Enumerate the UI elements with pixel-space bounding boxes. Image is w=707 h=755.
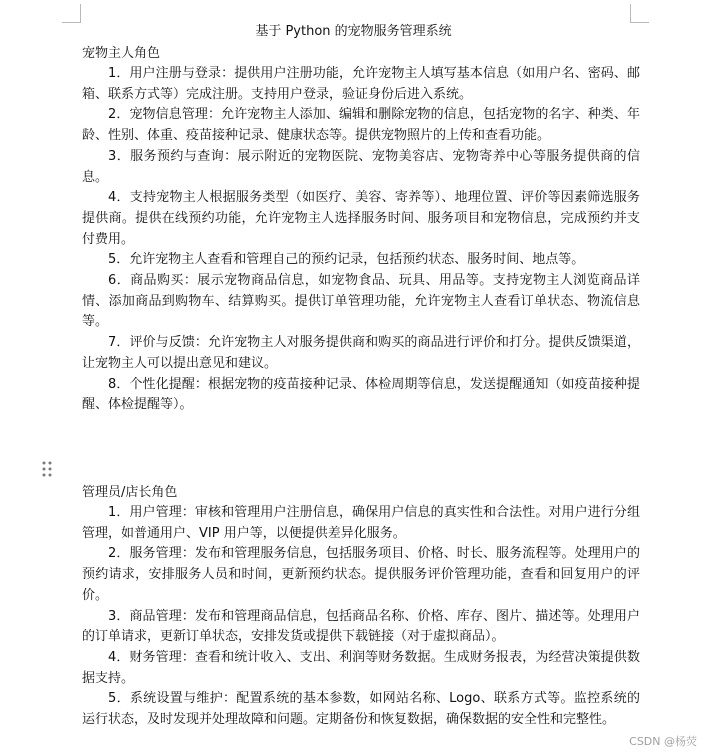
page-corner-mark-top-right [630, 4, 649, 23]
admin-item-2: 2．服务管理：发布和管理服务信息，包括服务项目、价格、时长、服务流程等。处理用户的预约请求，安排服务人员和时间，更新预约状态。提供服务评价管理功能，查看和回复用户的评价。 [82, 546, 640, 603]
drag-handle-icon[interactable] [41, 460, 53, 478]
owner-item-3: 3．服务预约与查询：展示附近的宠物医院、宠物美容店、宠物寄养中心等服务提供商的信息。 [82, 148, 640, 185]
owner-item-6: 6．商品购买：展示宠物商品信息，如宠物食品、玩具、用品等。支持宠物主人浏览商品详情、添加商品到购物车、结算购买。提供订单管理功能，允许宠物主人查看订单状态、物流信息等。 [82, 273, 640, 330]
admin-item-4: 4．财务管理：查看和统计收入、支出、利润等财务数据。生成财务报表，为经营决策提供数据支持。 [82, 649, 640, 686]
admin-item-3: 3．商品管理：发布和管理商品信息，包括商品名称、价格、库存、图片、描述等。处理用户的订单请求，更新订单状态，安排发货或提供下载链接（对于虚拟商品）。 [82, 608, 640, 645]
page-corner-mark-top-left [62, 4, 81, 23]
admin-role-section [82, 482, 640, 731]
owner-item-1: 1．用户注册与登录：提供用户注册功能，允许宠物主人填写基本信息（如用户名、密码、邮箱、联系方式等）完成注册。支持用户登录，验证身份后进入系统。 [82, 66, 640, 102]
admin-item-1: 1．用户管理：审核和管理用户注册信息，确保用户信息的真实性和合法性。对用户进行分组管理，如普通用户、VIP 用户等，以便提供差异化服务。 [82, 505, 640, 541]
admin-item-5: 5．系统设置与维护：配置系统的基本参数，如网站名称、Logo、联系方式等。监控系统的运行状态，及时发现并处理故障和问题。定期备份和恢复数据，确保数据的安全性和完整性。 [82, 691, 640, 728]
owner-item-2: 2．宠物信息管理：允许宠物主人添加、编辑和删除宠物的信息，包括宠物的名字、种类、年龄、性别、体重、疫苗接种记录、健康状态等。提供宠物照片的上传和查看功能。 [82, 107, 640, 144]
owner-item-7: 7．评价与反馈：允许宠物主人对服务提供商和购买的商品进行评价和打分。提供反馈渠道，让宠物主人可以提出意见和建议。 [82, 335, 640, 371]
owner-role-heading: 宠物主人角色 [82, 46, 161, 61]
owner-item-5: 5．允许宠物主人查看和管理自己的预约记录，包括预约状态、服务时间、地点等。 [108, 252, 585, 268]
owner-item-8: 8．个性化提醒：根据宠物的疫苗接种记录、体检周期等信息，发送提醒通知（如疫苗接种提醒、体检提醒等）。 [82, 376, 640, 413]
owner-role-section [82, 43, 640, 416]
watermark: CSDN @杨荧 [629, 735, 697, 748]
owner-item-4: 4．支持宠物主人根据服务类型（如医疗、美容、寄养等）、地理位置、评价等因素筛选服务提供商。提供在线预约功能，允许宠物主人选择服务时间、服务项目和宠物信息，完成预约并支付费用。 [82, 190, 640, 247]
admin-role-heading: 管理员/店长角色 [82, 485, 178, 500]
document-title: 基于 Python 的宠物服务管理系统 [255, 24, 452, 39]
